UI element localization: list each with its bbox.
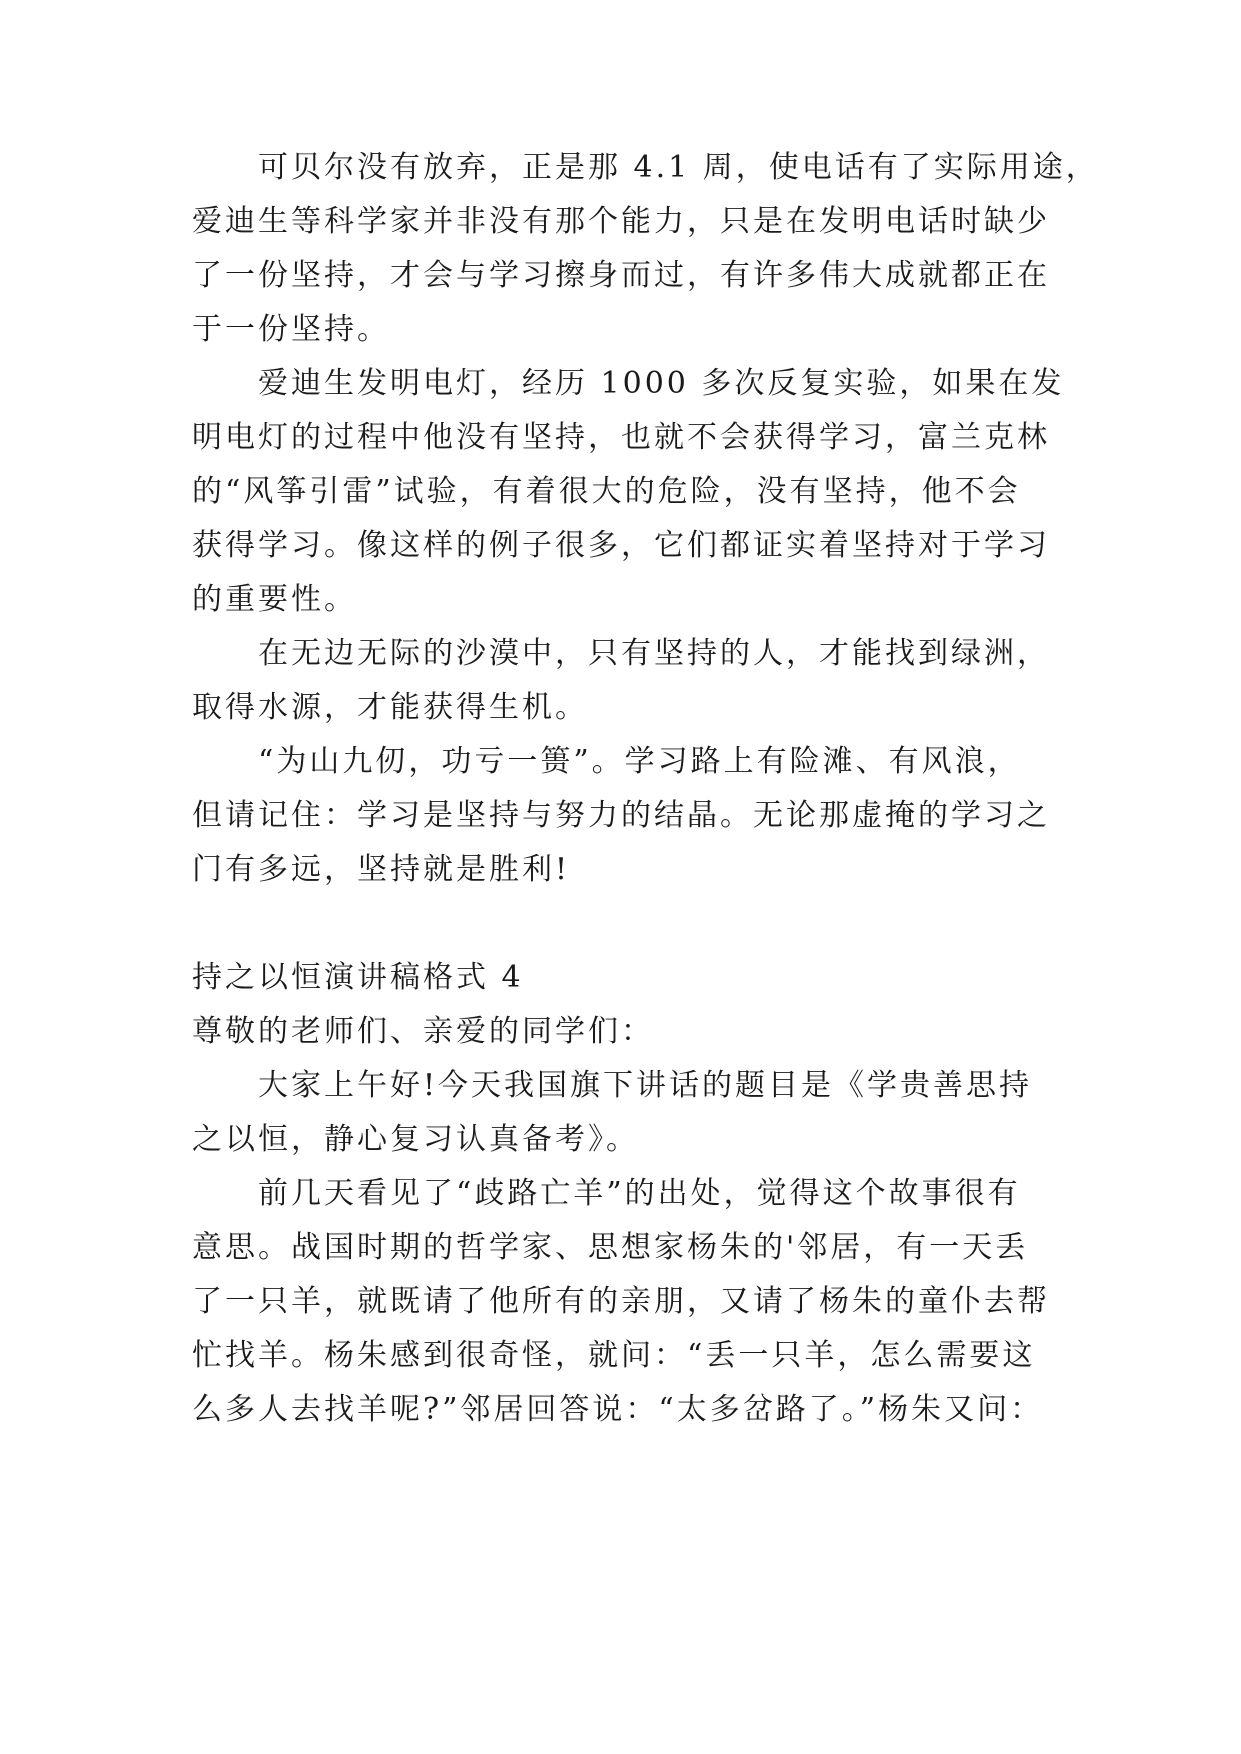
text-line: 意思。战国时期的哲学家、思想家杨朱的'邻居，有一天丢 [192, 1230, 1029, 1265]
text-line: 忙找羊。杨朱感到很奇怪，就问：“丢一只羊，怎么需要这 [192, 1338, 1036, 1373]
section-title: 持之以恒演讲稿格式 4 [192, 960, 524, 995]
text-line: 于一份坚持。 [192, 312, 390, 347]
text-line: 大家上午好!今天我国旗下讲话的题目是《学贵善思持 [258, 1068, 1033, 1103]
text-line: 了一份坚持，才会与学习擦身而过，有许多伟大成就都正在 [192, 258, 1050, 293]
text-line: 门有多远，坚持就是胜利! [192, 852, 571, 887]
text-line: 的重要性。 [192, 582, 357, 617]
text-line: 但请记住：学习是坚持与努力的结晶。无论那虚掩的学习之 [192, 798, 1050, 833]
text-line: “为山九仞，功亏一篑”。学习路上有险滩、有风浪， [258, 744, 1021, 779]
text-line: 获得学习。像这样的例子很多，它们都证实着坚持对于学习 [192, 528, 1050, 563]
text-line: 爱迪生发明电灯，经历 1000 多次反复实验，如果在发 [258, 366, 1065, 401]
text-line: 前几天看见了“歧路亡羊”的出处，觉得这个故事很有 [258, 1176, 1021, 1211]
text-line: 明电灯的过程中他没有坚持，也就不会获得学习，富兰克林 [192, 420, 1050, 455]
salutation: 尊敬的老师们、亲爱的同学们： [192, 1014, 654, 1049]
text-line: 么多人去找羊呢?”邻居回答说：“太多岔路了。”杨朱又问： [192, 1392, 1044, 1427]
text-line: 爱迪生等科学家并非没有那个能力，只是在发明电话时缺少 [192, 204, 1050, 239]
text-line: 取得水源，才能获得生机。 [192, 690, 588, 725]
text-line: 可贝尔没有放弃，正是那 4.1 周，使电话有了实际用途， [258, 150, 1099, 185]
text-line: 之以恒，静心复习认真备考》。 [192, 1122, 639, 1157]
text-line: 了一只羊，就既请了他所有的亲朋，又请了杨朱的童仆去帮 [192, 1284, 1050, 1319]
text-line: 的“风筝引雷”试验，有着很大的危险，没有坚持，他不会 [192, 474, 1021, 509]
text-line: 在无边无际的沙漠中，只有坚持的人，才能找到绿洲， [258, 636, 1050, 671]
